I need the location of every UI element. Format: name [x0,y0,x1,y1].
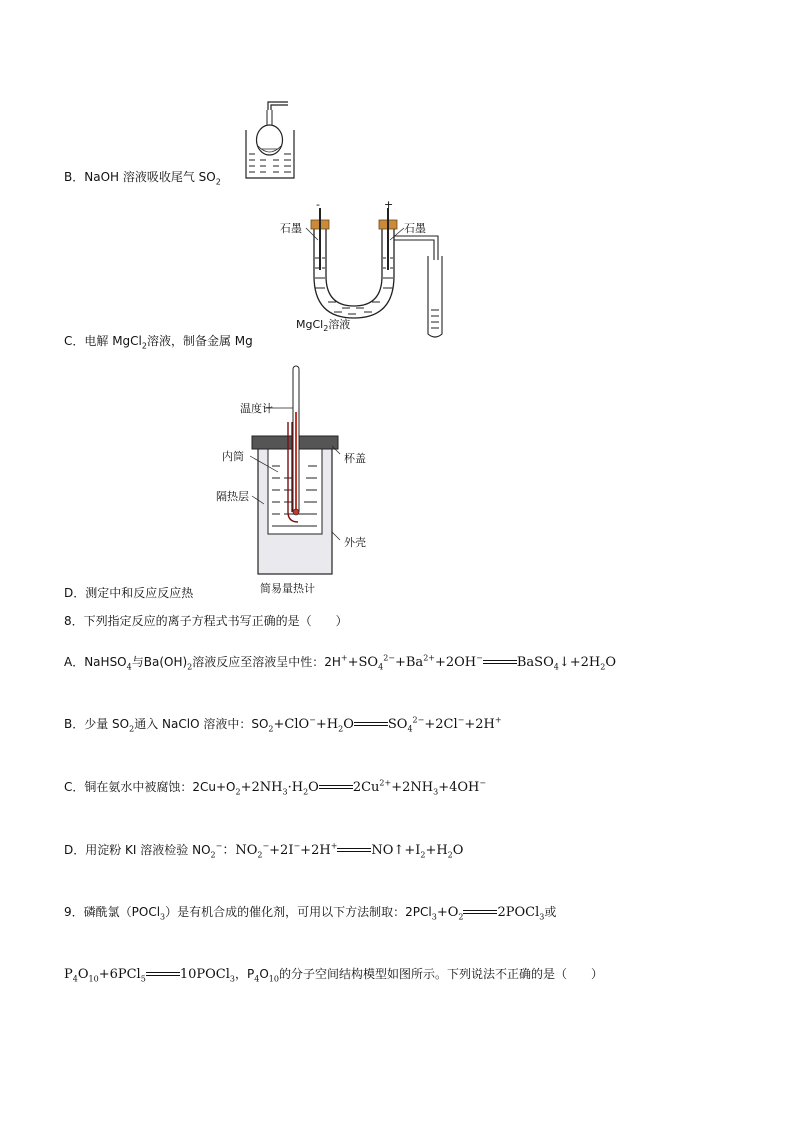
equals-sign [354,720,388,730]
insulation-label: 隔热层 [216,490,249,503]
equals-sign [337,846,371,856]
q9-line-1: 9．磷酰氯（POCl$_3$）是有机合成的催化剂，可用以下方法制取：$2PCl_3+O_2$ 2POCl$_3$或 [64,905,557,922]
gas-absorption-figure [240,96,300,182]
equals-sign [463,908,497,918]
equals-sign [319,783,353,793]
graphite-left-label: 石墨 [280,222,302,235]
electrolysis-figure [280,198,456,338]
q8-option-b: B．少量 $SO_2$通入 NaClO 溶液中：$SO_2+ClO^-+H_2O$ $SO_4^{2-}+2Cl^-+2H^+$ [64,715,502,734]
q8-option-c: C．铜在氨水中被腐蚀：$2Cu+O_2+2NH_3\cdot H_2O$ $2Cu^{2+}+2NH_3+4OH^-$ [64,778,487,797]
solution-label: MgCl$_2$溶液 [296,318,351,334]
shell-label: 外壳 [344,536,366,549]
plus-sign: + [384,198,394,211]
q7-option-c: C．电解 MgCl$_2$溶液，制备金属 Mg [64,334,253,351]
calorimeter-caption: 简易量热计 [260,582,315,595]
q8-option-d: D．用淀粉 KI 溶液检验 $NO_2^-$：$NO_2^-+2I^-+2H^+$ $NO↑+I_2+H_2O$ [64,841,464,860]
calorimeter-figure [216,362,386,598]
minus-sign: - [316,198,320,211]
q7-option-d: D．测定中和反应反应热 [64,586,194,600]
equals-sign [146,970,180,980]
inner-cup-label: 内筒 [222,450,244,463]
q8-option-a: A．NaHSO$_4$与$Ba(OH)_2$溶液反应至溶液呈中性：$2H^++SO_4^{2-}+Ba^{2+}+2OH^-$ $BaSO_4↓+2H_2O$ [64,653,616,672]
q9-line-2: $P_4O_{10}+6PCl_5$ 10POCl$_3$，$P_4O_{10}$的分子空间结构模型如图所示。下列说法不正确的是（ ） [64,967,603,984]
q8-stem: 8．下列指定反应的离子方程式书写正确的是（ ） [64,614,348,628]
thermometer-label: 温度计 [240,402,273,415]
q7-option-b: B．NaOH 溶液吸收尾气 $SO_2$ [64,170,221,187]
equals-sign [483,658,517,668]
lid-label: 杯盖 [344,452,366,465]
graphite-right-label: 石墨 [404,222,426,235]
